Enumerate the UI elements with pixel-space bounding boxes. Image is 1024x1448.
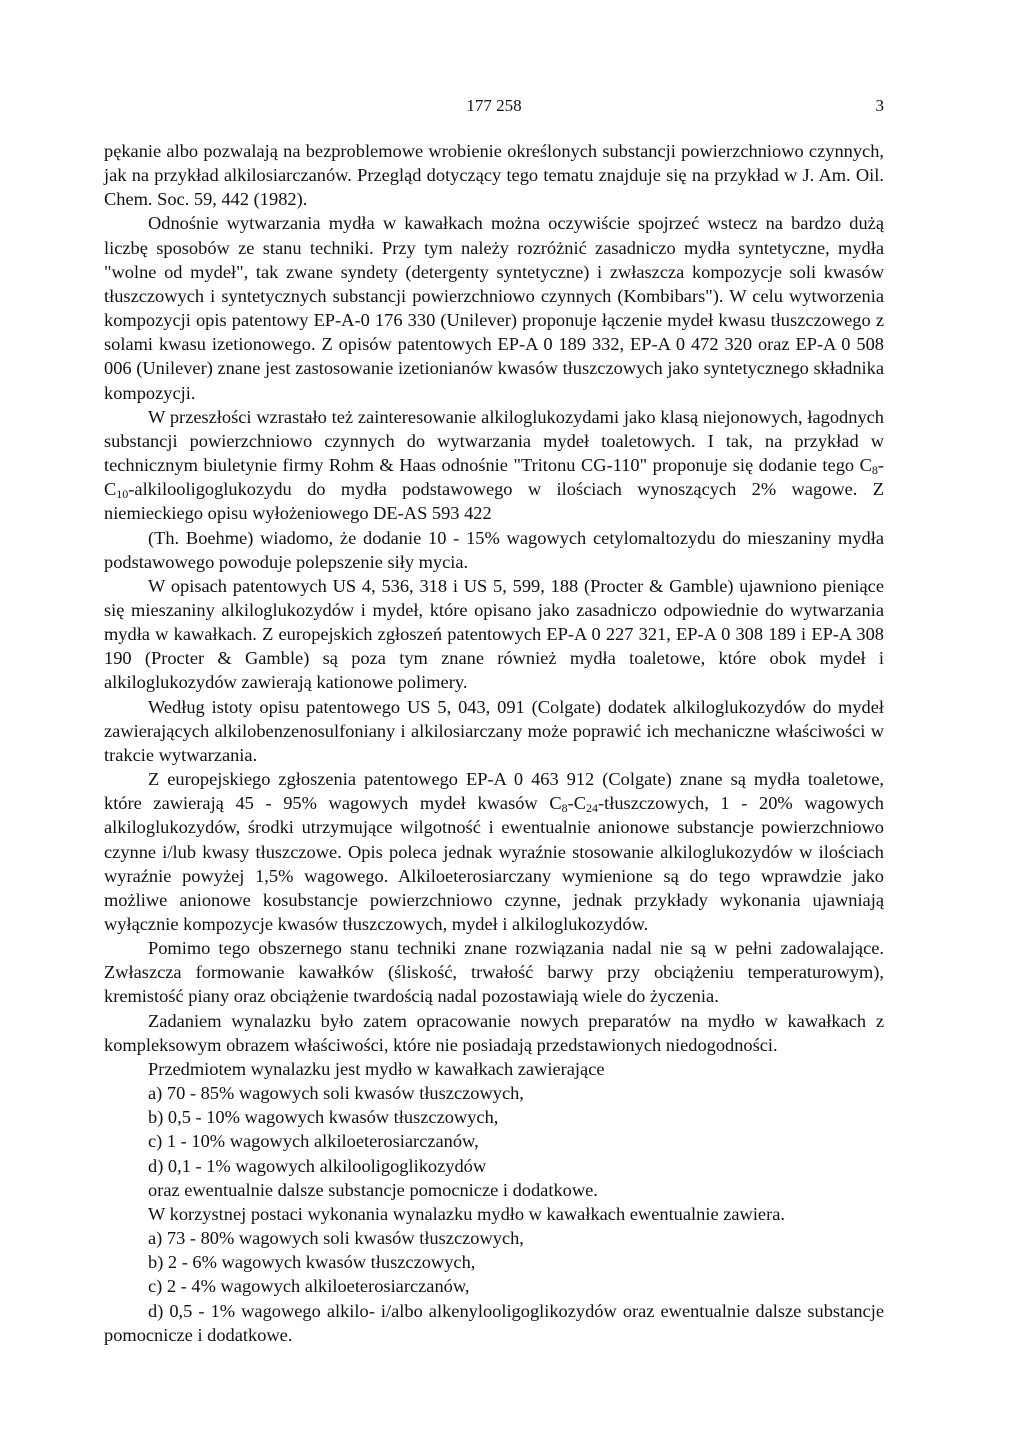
paragraph-1: pękanie albo pozwalają na bezproblemowe wrobienie określonych substancji powierzchniowo czynnych, jak na przykład alkilosiarczanów. Przegląd dotyczący tego tematu znajduje się na przykład w J. Am. Oil. Chem. Soc. 59, 442 (1982). <box>104 141 884 210</box>
patent-number: 177 258 <box>466 96 522 115</box>
paragraph-6: Według istoty opisu patentowego US 5, 043, 091 (Colgate) dodatek alkiloglukozydów do mydeł zawierających alkilobenzenosulfoniany i alkilosiarczany może poprawić ich mechaniczne właściwości w trakcie wytwarzania. <box>104 696 884 765</box>
paragraph-7-text-c: -tłuszczowych, 1 - 20% wagowych alkiloglukozydów, środki utrzymujące wilgotność i ewentualnie anionowe substancje powierzchniowo czynne i/lub kwasy tłuszczowe. Opis poleca jednak wyraźnie stosowanie alkiloglukozydów w ilościach wyraźnie powyżej 1,5% wagowego. Alkiloeterosiarczany wymienione są do tego wprawdzie jako możliwe anionowe kosubstancje powierzchniowo czynne, jednak przykłady wykonania ujawniają wyłącznie kompozycje kwasów tłuszczowych, mydeł i alkiloglukozydów. <box>104 793 884 934</box>
paragraph-3 <box>104 405 884 526</box>
page-header <box>104 96 884 120</box>
paragraph-3-text-a: W przeszłości wzrastało też zainteresowanie alkiloglukozydami jako klasą niejonowych, łagodnych substancji powierzchniowo czynnych do wytwarzania mydeł toaletowych. I tak, na przykład w technicznym biuletynie firmy Rohm & Haas odnośnie "Tritonu CG-110" proponuje się dodanie tego C <box>104 406 884 476</box>
list-item: a) 73 - 80% wagowych soli kwasów tłuszczowych, <box>148 1228 524 1249</box>
paragraph-11: W korzystnej postaci wykonania wynalazku mydło w kawałkach ewentualnie zawiera. <box>148 1203 785 1224</box>
list-item: c) 2 - 4% wagowych alkiloeterosiarczanów, <box>148 1276 470 1297</box>
list-item: c) 1 - 10% wagowych alkiloeterosiarczanów, <box>148 1131 479 1152</box>
page-number: 3 <box>875 96 884 115</box>
paragraph-12: d) 0,5 - 1% wagowego alkilo- i/albo alkenylooligoglikozydów oraz ewentualnie dalsze substancje pomocnicze i dodatkowe. <box>104 1300 884 1345</box>
list-item: b) 2 - 6% wagowych kwasów tłuszczowych, <box>148 1252 476 1273</box>
list-item: oraz ewentualnie dalsze substancje pomocnicze i dodatkowe. <box>148 1179 598 1200</box>
paragraph-4: (Th. Boehme) wiadomo, że dodanie 10 - 15% wagowych cetylomaltozydu do mieszaniny mydła podstawowego powoduje polepszenie siły mycia. <box>104 527 884 572</box>
subscript: 24 <box>586 801 598 816</box>
paragraph-9: Zadaniem wynalazku było zatem opracowanie nowych preparatów na mydło w kawałkach z kompleksowym obrazem właściwości, które nie posiadają przedstawionych niedogodności. <box>104 1010 884 1055</box>
paragraph-7 <box>104 767 884 936</box>
paragraph-7-text-a: Z europejskiego zgłoszenia patentowego EP-A 0 463 912 (Colgate) znane są mydła toaletowe, które zawierają 45 - 95% wagowych mydeł kwasów C <box>104 769 884 814</box>
list-item: d) 0,1 - 1% wagowych alkilooligoglikozydów <box>148 1155 487 1176</box>
list-item: a) 70 - 85% wagowych soli kwasów tłuszczowych, <box>148 1083 524 1104</box>
subscript: 8 <box>871 463 878 478</box>
document-body <box>104 139 884 1347</box>
subscript: 8 <box>561 801 568 816</box>
list-item: b) 0,5 - 10% wagowych kwasów tłuszczowych, <box>148 1107 499 1128</box>
paragraph-2: Odnośnie wytwarzania mydła w kawałkach można oczywiście spojrzeć wstecz na bardzo dużą liczbę sposobów ze stanu techniki. Przy tym należy rozróżnić zasadniczo mydła syntetyczne, mydła "wolne od mydeł", tak zwane syndety (detergenty syntetyczne) i zwłaszcza kompozycje soli kwasów tłuszczowych i syntetycznych substancji powierzchniowo czynnych (Kombibars"). W celu wytworzenia kompozycji opis patentowy EP-A-0 176 330 (Unilever) proponuje łączenie mydeł kwasu tłuszczowego z solami kwasu izetionowego. Z opisów patentowych EP-A 0 189 332, EP-A 0 472 320 oraz EP-A 0 508 006 (Unilever) znane jest zastosowanie izetionianów kwasów tłuszczowych jako syntetycznego składnika kompozycji. <box>104 213 884 403</box>
paragraph-10: Przedmiotem wynalazku jest mydło w kawałkach zawierające <box>148 1058 605 1079</box>
paragraph-7-text-b: -C <box>567 793 586 814</box>
subscript: 10 <box>116 487 129 502</box>
paragraph-5: W opisach patentowych US 4, 536, 318 i US 5, 599, 188 (Procter & Gamble) ujawniono pieniące się mieszaniny alkiloglukozydów i mydeł, które opisano jako zasadniczo odpowiednie do wytwarzania mydła w kawałkach. Z europejskich zgłoszeń patentowych EP-A 0 227 321, EP-A 0 308 189 i EP-A 308 190 (Procter & Gamble) są poza tym znane również mydła toaletowe, które obok mydeł i alkiloglukozydów zawierają kationowe polimery. <box>104 575 884 693</box>
paragraph-3-text-c: -alkilooligoglukozydu do mydła podstawowego w ilościach wynoszących 2% wagowe. Z niemieckiego opisu wyłożeniowego DE-AS 593 422 <box>104 479 884 524</box>
paragraph-8: Pomimo tego obszernego stanu techniki znane rozwiązania nadal nie są w pełni zadowalające. Zwłaszcza formowanie kawałków (śliskość, trwałość barwy przy obciążeniu temperaturowym), kremistość piany oraz obciążenie twardością nadal pozostawiają wiele do życzenia. <box>104 938 884 1007</box>
paragraph-3-text-b: -C <box>104 455 884 500</box>
